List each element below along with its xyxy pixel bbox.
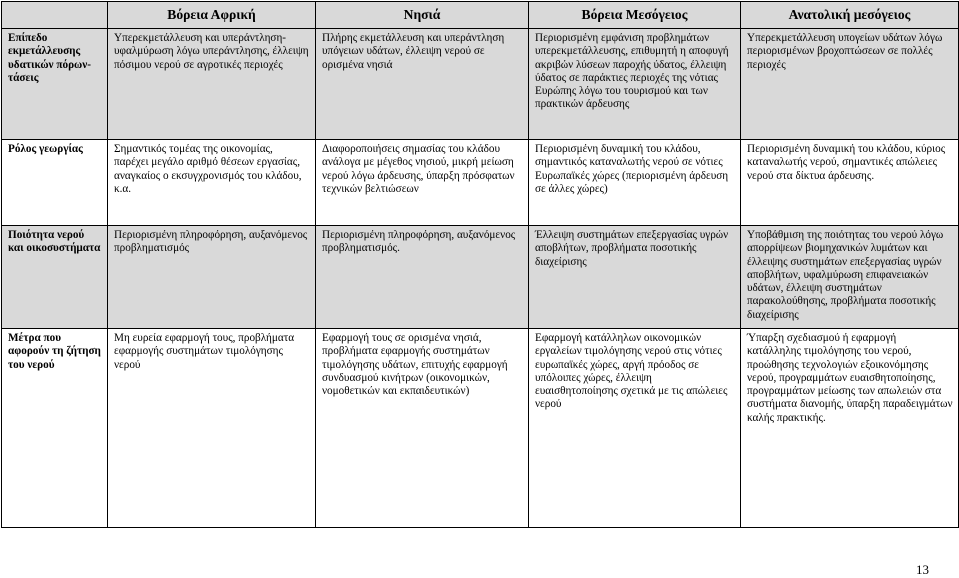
table-cell: Εφαρμογή τους σε ορισμένα νησιά, προβλήματα εφαρμογής συστημάτων τιμολόγησης υδάτων, επιτυχής εφαρμογή συνδυασμού κινήτρων (οικονομικών, νομοθετικών και εκπαιδευτικών) xyxy=(316,329,529,528)
table-cell: Υπερεκμετάλλευση και υπεράντληση- υφαλμύρωση λόγω υπεράντλησης, έλλειψη πόσιμου νερού σε αγροτικές περιοχές xyxy=(108,29,316,140)
table-cell: Περιορισμένη εμφάνιση προβλημάτων υπερεκμετάλλευσης, επιθυμητή η αποφυγή ακριβών λύσεων παροχής ύδατος, έλλειψη ύδατος σε παράκτιες περιοχές της νότιας Ευρώπης λόγω του τουρισμού και των πρακτικών άρδευσης xyxy=(529,29,741,140)
row-header-exploitation: Επίπεδο εκμετάλλευσης υδατικών πόρων-τάσεις xyxy=(2,29,108,140)
table-row xyxy=(2,329,959,528)
table-cell: Υπερεκμετάλλευση υπογείων υδάτων λόγω περιορισμένων βροχοπτώσεων σε πολλές περιοχές xyxy=(741,29,959,140)
column-header-north-africa: Βόρεια Αφρική xyxy=(108,2,316,29)
table-cell: Ύπαρξη σχεδιασμού ή εφαρμογή κατάλληλης τιμολόγησης του νερού, προώθησης τεχνολογιών εξοικονόμησης νερού, προγραμμάτων ευαισθητοποίησης, προγραμμάτων μείωσης των απωλειών στα συστήματα διανομής, ύπαρξη παραδειγμάτων καλής πρακτικής. xyxy=(741,329,959,528)
column-header-islands: Νησιά xyxy=(316,2,529,29)
row-header-agriculture: Ρόλος γεωργίας xyxy=(2,140,108,226)
column-header-east-mediterranean: Ανατολική μεσόγειος xyxy=(741,2,959,29)
table-cell: Διαφοροποιήσεις σημασίας του κλάδου ανάλογα με μέγεθος νησιού, μικρή μείωση νερού λόγω άρδευσης, ύπαρξη πρόσφατων τεχνικών βελτιώσεων xyxy=(316,140,529,226)
table-row xyxy=(2,226,959,329)
table-cell: Πλήρης εκμετάλλευση και υπεράντληση υπόγειων υδάτων, έλλειψη νερού σε ορισμένα νησιά xyxy=(316,29,529,140)
table-row xyxy=(2,140,959,226)
table-cell: Εφαρμογή κατάλληλων οικονομικών εργαλείων τιμολόγησης νερού στις νότιες ευρωπαϊκές χώρες, αργή πρόοδος σε υπόλοιπες χώρες, έλλειψη ευαισθητοποίησης σχετικά με τις απώλειες νερού xyxy=(529,329,741,528)
table-cell: Περιορισμένη δυναμική του κλάδου, κύριος καταναλωτής νερού, σημαντικές απώλειες νερού στα δίκτυα άρδευσης. xyxy=(741,140,959,226)
row-header-water-quality: Ποιότητα νερού και οικοσυστήματα xyxy=(2,226,108,329)
table-cell: Μη ευρεία εφαρμογή τους, προβλήματα εφαρμογής συστημάτων τιμολόγησης νερού xyxy=(108,329,316,528)
page-number: 13 xyxy=(916,562,929,577)
table-header-row xyxy=(2,2,959,29)
column-header-north-mediterranean: Βόρεια Μεσόγειος xyxy=(529,2,741,29)
table-cell: Περιορισμένη δυναμική του κλάδου, σημαντικός καταναλωτής νερού σε νότιες Ευρωπαϊκές χώρες (περιορισμένη άρδευση σε άλλες χώρες) xyxy=(529,140,741,226)
table-cell: Έλλειψη συστημάτων επεξεργασίας υγρών αποβλήτων, προβλήματα ποσοτικής διαχείρισης xyxy=(529,226,741,329)
table-cell: Περιορισμένη πληροφόρηση, αυξανόμενος προβληματισμός xyxy=(108,226,316,329)
table-cell: Σημαντικός τομέας της οικονομίας, παρέχει μεγάλο αριθμό θέσεων εργασίας, αναγκαίος ο εκσυγχρονισμός του κλάδου, κ.α. xyxy=(108,140,316,226)
row-header-demand-measures: Μέτρα που αφορούν τη ζήτηση του νερού xyxy=(2,329,108,528)
table-cell: Περιορισμένη πληροφόρηση, αυξανόμενος προβληματισμός. xyxy=(316,226,529,329)
comparison-table xyxy=(1,1,959,528)
table-cell: Υποβάθμιση της ποιότητας του νερού λόγω απορρίψεων βιομηχανικών λυμάτων και έλλειψης συστημάτων επεξεργασίας υγρών αποβλήτων, υφαλμύρωση επιφανειακών υδάτων, έλλειψη συστημάτων παρακολούθησης, προβλήματα ποσοτικής διαχείρισης xyxy=(741,226,959,329)
header-corner xyxy=(2,2,108,29)
table-row xyxy=(2,29,959,140)
